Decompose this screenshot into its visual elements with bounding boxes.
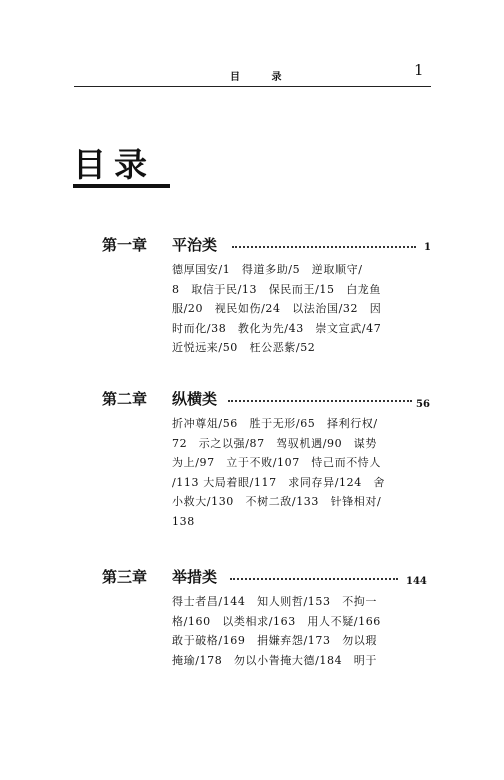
entry-line: 得士者昌/144 知人则哲/153 不拘一 <box>172 595 378 608</box>
dot-leader <box>232 246 416 248</box>
chapter-page: 1 <box>424 242 431 253</box>
entry-line: 8 取信于民/13 保民而王/15 白龙鱼 <box>172 282 382 296</box>
chapter-name: 平治类 <box>172 236 218 254</box>
chapter-1 <box>102 234 432 355</box>
chapter-heading[interactable] <box>102 388 432 410</box>
entry-line: 近悦远来/50 枉公恶紫/52 <box>172 341 316 355</box>
entry-line: 敢于破格/169 捐嫌弃怨/173 勿以瑕 <box>172 634 378 648</box>
entry-line: 掩瑜/178 勿以小眚掩大德/184 明于 <box>172 653 378 667</box>
header-rule <box>74 86 431 87</box>
entry-line: 格/160 以类相求/163 用人不疑/166 <box>172 614 381 628</box>
chapter-entries <box>172 260 422 358</box>
chapter-name: 纵横类 <box>172 390 218 408</box>
entry-line: 为上/97 立于不败/107 恃己而不恃人 <box>172 456 382 470</box>
entry-line: 服/20 视民如伤/24 以法治国/32 因 <box>172 302 382 316</box>
chapter-3 <box>102 566 432 667</box>
entry-line: /113 大局着眼/117 求同存异/124 舍 <box>172 475 386 489</box>
running-header-page-number: 1 <box>414 61 424 79</box>
chapter-entries <box>172 414 422 532</box>
chapter-entries <box>172 592 422 670</box>
dot-leader <box>230 578 398 580</box>
chapter-number: 第三章 <box>102 568 148 586</box>
chapter-number: 第二章 <box>102 390 148 408</box>
page-title: 目录 <box>73 145 155 184</box>
chapter-2 <box>102 388 432 528</box>
chapter-page: 56 <box>416 399 430 410</box>
chapter-heading[interactable] <box>102 234 432 256</box>
title-underline <box>73 184 170 188</box>
entry-line: 72 示之以强/87 驾驭机遇/90 谋势 <box>172 436 378 450</box>
entry-line: 德厚国安/1 得道多助/5 逆取顺守/ <box>172 263 363 276</box>
entry-line: 时而化/38 教化为先/43 崇文宣武/47 <box>172 321 382 335</box>
dot-leader <box>228 400 412 402</box>
entry-line: 折冲尊俎/56 胜于无形/65 择利行权/ <box>172 417 378 430</box>
chapter-number: 第一章 <box>102 236 148 254</box>
entry-line: 138 <box>172 514 195 528</box>
chapter-name: 举措类 <box>172 568 218 586</box>
running-header-title: 目 录 <box>230 72 296 83</box>
entry-line: 小救大/130 不树二敌/133 针锋相对/ <box>172 495 382 509</box>
chapter-page: 144 <box>406 576 427 587</box>
chapter-heading[interactable] <box>102 566 432 588</box>
